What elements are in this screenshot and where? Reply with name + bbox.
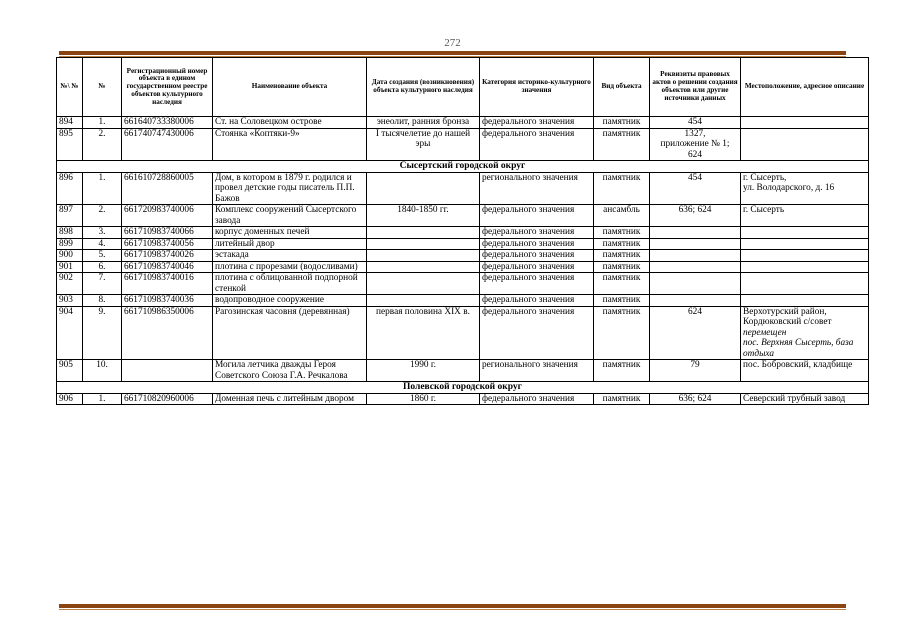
section-title: Полевской городской округ	[57, 382, 869, 394]
header-cell: №	[83, 58, 122, 117]
object-name: Доменная печь с литейным двором	[213, 393, 367, 405]
location	[741, 128, 869, 161]
legal-acts	[650, 273, 741, 295]
object-kind: памятник	[594, 227, 650, 239]
row-number: 894	[57, 117, 83, 129]
creation-date	[367, 250, 480, 262]
creation-date: энеолит, ранния бронза	[367, 117, 480, 129]
object-name: Дом, в котором в 1879 г. родился и провел детские годы писатель П.П. Бажов	[213, 172, 367, 205]
item-number: 7.	[83, 273, 122, 295]
registry-number	[122, 360, 213, 382]
category: федерального значения	[480, 238, 594, 250]
legal-acts	[650, 227, 741, 239]
location	[741, 205, 869, 227]
header-cell: Реквизиты правовых актов о решении создания объектов или другие источники данных	[650, 58, 741, 117]
registry-number: 661720983740006	[122, 205, 213, 227]
object-name: литейный двор	[213, 238, 367, 250]
category: федерального значения	[480, 393, 594, 405]
object-name: Стоянка «Коптяки-9»	[213, 128, 367, 161]
location	[741, 360, 869, 382]
legal-act-line: 79	[690, 360, 700, 370]
location	[741, 117, 869, 129]
legal-acts	[650, 306, 741, 360]
page-number: 272	[444, 37, 461, 49]
registry-number: 661640733380006	[122, 117, 213, 129]
object-kind: памятник	[594, 117, 650, 129]
table-row	[57, 172, 869, 205]
item-number: 2.	[83, 205, 122, 227]
category: федерального значения	[480, 273, 594, 295]
legal-acts	[650, 295, 741, 307]
category: регионального значения	[480, 172, 594, 205]
location	[741, 273, 869, 295]
row-number: 898	[57, 227, 83, 239]
item-number: 1.	[83, 117, 122, 129]
creation-date: 1860 г.	[367, 393, 480, 405]
registry-number: 661740747430006	[122, 128, 213, 161]
location	[741, 306, 869, 360]
object-kind: памятник	[594, 238, 650, 250]
location	[741, 238, 869, 250]
creation-date: первая половина XIX в.	[367, 306, 480, 360]
row-number: 906	[57, 393, 83, 405]
category: федерального значения	[480, 117, 594, 129]
bottom-rule	[59, 604, 846, 610]
legal-act-line: 624	[688, 306, 702, 317]
location-line: Северский трубный завод	[743, 393, 846, 404]
header-cell: Вид объекта	[594, 58, 650, 117]
object-name: Могила летчика дважды Героя Советского Союза Г.А. Речкалова	[213, 360, 367, 382]
object-kind: памятник	[594, 360, 650, 382]
item-number: 9.	[83, 306, 122, 360]
row-number: 904	[57, 306, 83, 360]
section-row	[57, 382, 869, 394]
object-kind: памятник	[594, 295, 650, 307]
legal-act-line: 454	[688, 117, 702, 127]
legal-act-line: 1327,	[684, 128, 706, 139]
location	[741, 227, 869, 239]
location	[741, 172, 869, 205]
object-name: плотина с прорезами (водосливами)	[213, 261, 367, 273]
legal-act-line: 624	[688, 149, 702, 160]
legal-acts	[650, 117, 741, 129]
location-line: г. Сысерть,	[743, 172, 787, 183]
table-row	[57, 238, 869, 250]
table-row	[57, 117, 869, 129]
row-number: 896	[57, 172, 83, 205]
item-number: 5.	[83, 250, 122, 262]
legal-act-line: приложение № 1;	[660, 139, 730, 149]
header-cell: Регистрационный номер объекта в едином государственном реестре объектов культурного наследия	[122, 58, 213, 117]
header-cell: Местоположение, адресное описание	[741, 58, 869, 117]
category: федерального значения	[480, 306, 594, 360]
registry-number: 661610728860005	[122, 172, 213, 205]
header-cell: Категория историко-культурного значения	[480, 58, 594, 117]
header-cell: №\ №	[57, 58, 83, 117]
table-row	[57, 227, 869, 239]
category: федерального значения	[480, 261, 594, 273]
row-number: 905	[57, 360, 83, 382]
location	[741, 250, 869, 262]
header-cell: Наименование объекта	[213, 58, 367, 117]
location	[741, 393, 869, 405]
row-number: 901	[57, 261, 83, 273]
table-row	[57, 250, 869, 262]
creation-date	[367, 261, 480, 273]
item-number: 1.	[83, 393, 122, 405]
header-row	[57, 58, 869, 117]
location-note: пос. Верхняя Сысерть, база отдыха	[743, 338, 854, 359]
registry-number: 661710983740056	[122, 238, 213, 250]
item-number: 6.	[83, 261, 122, 273]
object-kind: памятник	[594, 261, 650, 273]
location-note: перемещен	[743, 327, 787, 338]
item-number: 8.	[83, 295, 122, 307]
registry-number: 661710983740066	[122, 227, 213, 239]
location-line: ул. Володарского, д. 16	[743, 183, 835, 193]
legal-acts	[650, 238, 741, 250]
item-number: 2.	[83, 128, 122, 161]
location	[741, 295, 869, 307]
legal-acts	[650, 250, 741, 262]
category: федерального значения	[480, 128, 594, 161]
heritage-table	[56, 57, 869, 405]
table-row	[57, 205, 869, 227]
object-kind: памятник	[594, 306, 650, 360]
object-kind: памятник	[594, 250, 650, 262]
category: федерального значения	[480, 227, 594, 239]
table-row	[57, 261, 869, 273]
registry-number: 661710983740016	[122, 273, 213, 295]
table-row	[57, 393, 869, 405]
creation-date: 1990 г.	[367, 360, 480, 382]
creation-date	[367, 238, 480, 250]
location-line: г. Сысерть	[743, 205, 785, 215]
row-number: 900	[57, 250, 83, 262]
location	[741, 261, 869, 273]
registry-number: 661710983740046	[122, 261, 213, 273]
object-kind: памятник	[594, 172, 650, 205]
section-title: Сысертский городской округ	[57, 161, 869, 173]
creation-date: 1840-1850 гг.	[367, 205, 480, 227]
object-name: эстакада	[213, 250, 367, 262]
row-number: 899	[57, 238, 83, 250]
object-name: водопроводное сооружение	[213, 295, 367, 307]
creation-date	[367, 273, 480, 295]
item-number: 4.	[83, 238, 122, 250]
section-row	[57, 161, 869, 173]
creation-date: I тысячелетие до нашей эры	[367, 128, 480, 161]
table-row	[57, 273, 869, 295]
table-row	[57, 306, 869, 360]
object-kind: памятник	[594, 128, 650, 161]
item-number: 3.	[83, 227, 122, 239]
object-name: Комплекс сооружений Сысертского завода	[213, 205, 367, 227]
legal-acts	[650, 393, 741, 405]
legal-act-line: 636; 624	[678, 205, 712, 215]
registry-number: 661710820960006	[122, 393, 213, 405]
category: федерального значения	[480, 205, 594, 227]
row-number: 903	[57, 295, 83, 307]
legal-acts	[650, 205, 741, 227]
object-name: корпус доменных печей	[213, 227, 367, 239]
legal-act-line: 636; 624	[678, 393, 712, 404]
legal-acts	[650, 360, 741, 382]
object-kind: памятник	[594, 393, 650, 405]
registry-number: 661710983740026	[122, 250, 213, 262]
header-cell: Дата создания (возникновения) объекта культурного наследия	[367, 58, 480, 117]
table-row	[57, 360, 869, 382]
creation-date	[367, 172, 480, 205]
category: федерального значения	[480, 250, 594, 262]
object-kind: ансамбль	[594, 205, 650, 227]
registry-number: 661710986350006	[122, 306, 213, 360]
row-number: 902	[57, 273, 83, 295]
creation-date	[367, 295, 480, 307]
item-number: 10.	[83, 360, 122, 382]
location-line: Верхотурский район,	[743, 306, 827, 317]
object-name: Рагозинская часовня (деревянная)	[213, 306, 367, 360]
object-name: Ст. на Соловецком острове	[213, 117, 367, 129]
legal-act-line: 454	[688, 172, 702, 183]
legal-acts	[650, 261, 741, 273]
object-name: плотина с облицованной подпорной стенкой	[213, 273, 367, 295]
legal-acts	[650, 172, 741, 205]
category: федерального значения	[480, 295, 594, 307]
legal-acts	[650, 128, 741, 161]
table-row	[57, 295, 869, 307]
item-number: 1.	[83, 172, 122, 205]
table-row	[57, 128, 869, 161]
location-line: пос. Бобровский, кладбище	[743, 360, 853, 370]
row-number: 897	[57, 205, 83, 227]
registry-number: 661710983740036	[122, 295, 213, 307]
creation-date	[367, 227, 480, 239]
row-number: 895	[57, 128, 83, 161]
category: регионального значения	[480, 360, 594, 382]
location-line: Кордюковский с/совет	[743, 317, 832, 327]
object-kind: памятник	[594, 273, 650, 295]
